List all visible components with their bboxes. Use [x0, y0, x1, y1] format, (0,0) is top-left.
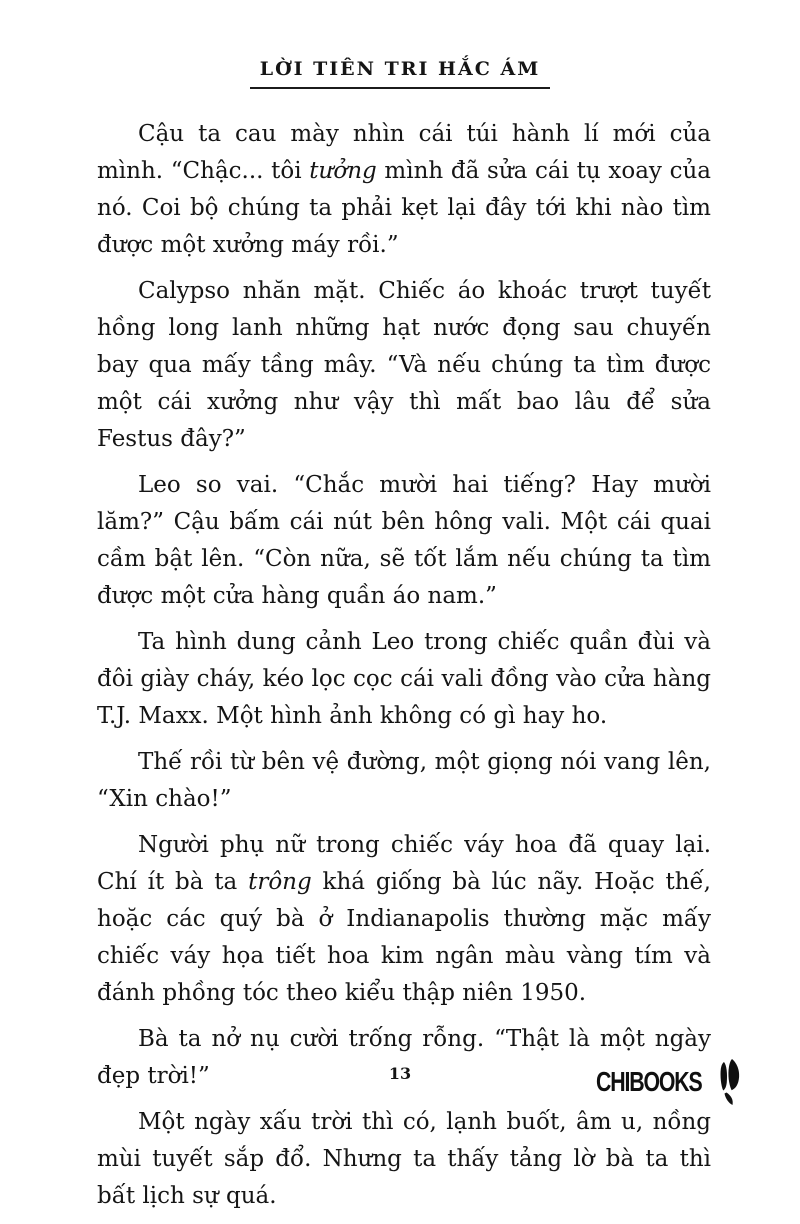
text-run: Một ngày xấu trời thì có, lạnh buốt, âm u, nồng mùi tuyết sắp đổ. Nhưng ta thấy tảng lờ bà ta thì bất lịch sự quá.: [97, 1109, 711, 1209]
text-run: Bà ta nở nụ cười trống rỗng. “Thật là một ngày đẹp trời!”: [97, 1026, 711, 1089]
text-run: Cậu ta cau mày nhìn cái túi hành lí mới của mình. “Chậc... tôi: [97, 121, 711, 184]
paragraph: [97, 116, 711, 264]
text-run: Ta hình dung cảnh Leo trong chiếc quần đùi và đôi giày cháy, kéo lọc cọc cái vali đồng vào cửa hàng T.J. Maxx. Một hình ảnh không có gì hay ho.: [97, 629, 711, 729]
italic-text-run: tưởng: [309, 158, 377, 184]
text-run: Leo so vai. “Chắc mười hai tiếng? Hay mười lăm?” Cậu bấm cái nút bên hông vali. Một cái quai cầm bật lên. “Còn nữa, sẽ tốt lắm nếu chúng ta tìm được một cửa hàng quần áo nam.”: [97, 472, 711, 609]
paragraph: [97, 273, 711, 458]
leaf-quill-icon: [713, 1057, 743, 1107]
text-run: mình đã sửa cái tụ xoay của nó. Coi bộ chúng ta phải kẹt lại đây tới khi nào tìm được một xưởng máy rồi.”: [97, 158, 712, 258]
paragraph: [97, 827, 711, 1012]
paragraph: [97, 467, 711, 615]
text-run: Calypso nhăn mặt. Chiếc áo khoác trượt tuyết hồng long lanh những hạt nước đọng sau chuyến bay qua mấy tầng mây. “Và nếu chúng ta tìm được một cái xưởng như vậy thì mất bao lâu để sửa Festus đây?”: [97, 278, 711, 452]
publisher-logo-text: CHIBOOKS: [596, 1066, 702, 1097]
text-run: khá giống bà lúc nãy. Hoặc thế, hoặc các quý bà ở Indianapolis thường mặc mấy chiếc váy họa tiết hoa kim ngân màu vàng tím và đánh phồng tóc theo kiểu thập niên 1950.: [97, 869, 711, 1006]
running-header-title: LỜI TIÊN TRI HẮC ÁM: [250, 58, 550, 89]
page-number: 13: [388, 1064, 412, 1083]
text-run: Thế rồi từ bên vệ đường, một giọng nói vang lên, “Xin chào!”: [97, 749, 711, 812]
paragraph: [97, 624, 711, 735]
paragraph: [97, 744, 711, 818]
paragraph: [97, 1104, 711, 1215]
italic-text-run: trông: [248, 869, 312, 895]
text-run: Người phụ nữ trong chiếc váy hoa đã quay lại. Chí ít bà ta: [97, 832, 711, 895]
publisher-logo: [596, 1056, 743, 1108]
